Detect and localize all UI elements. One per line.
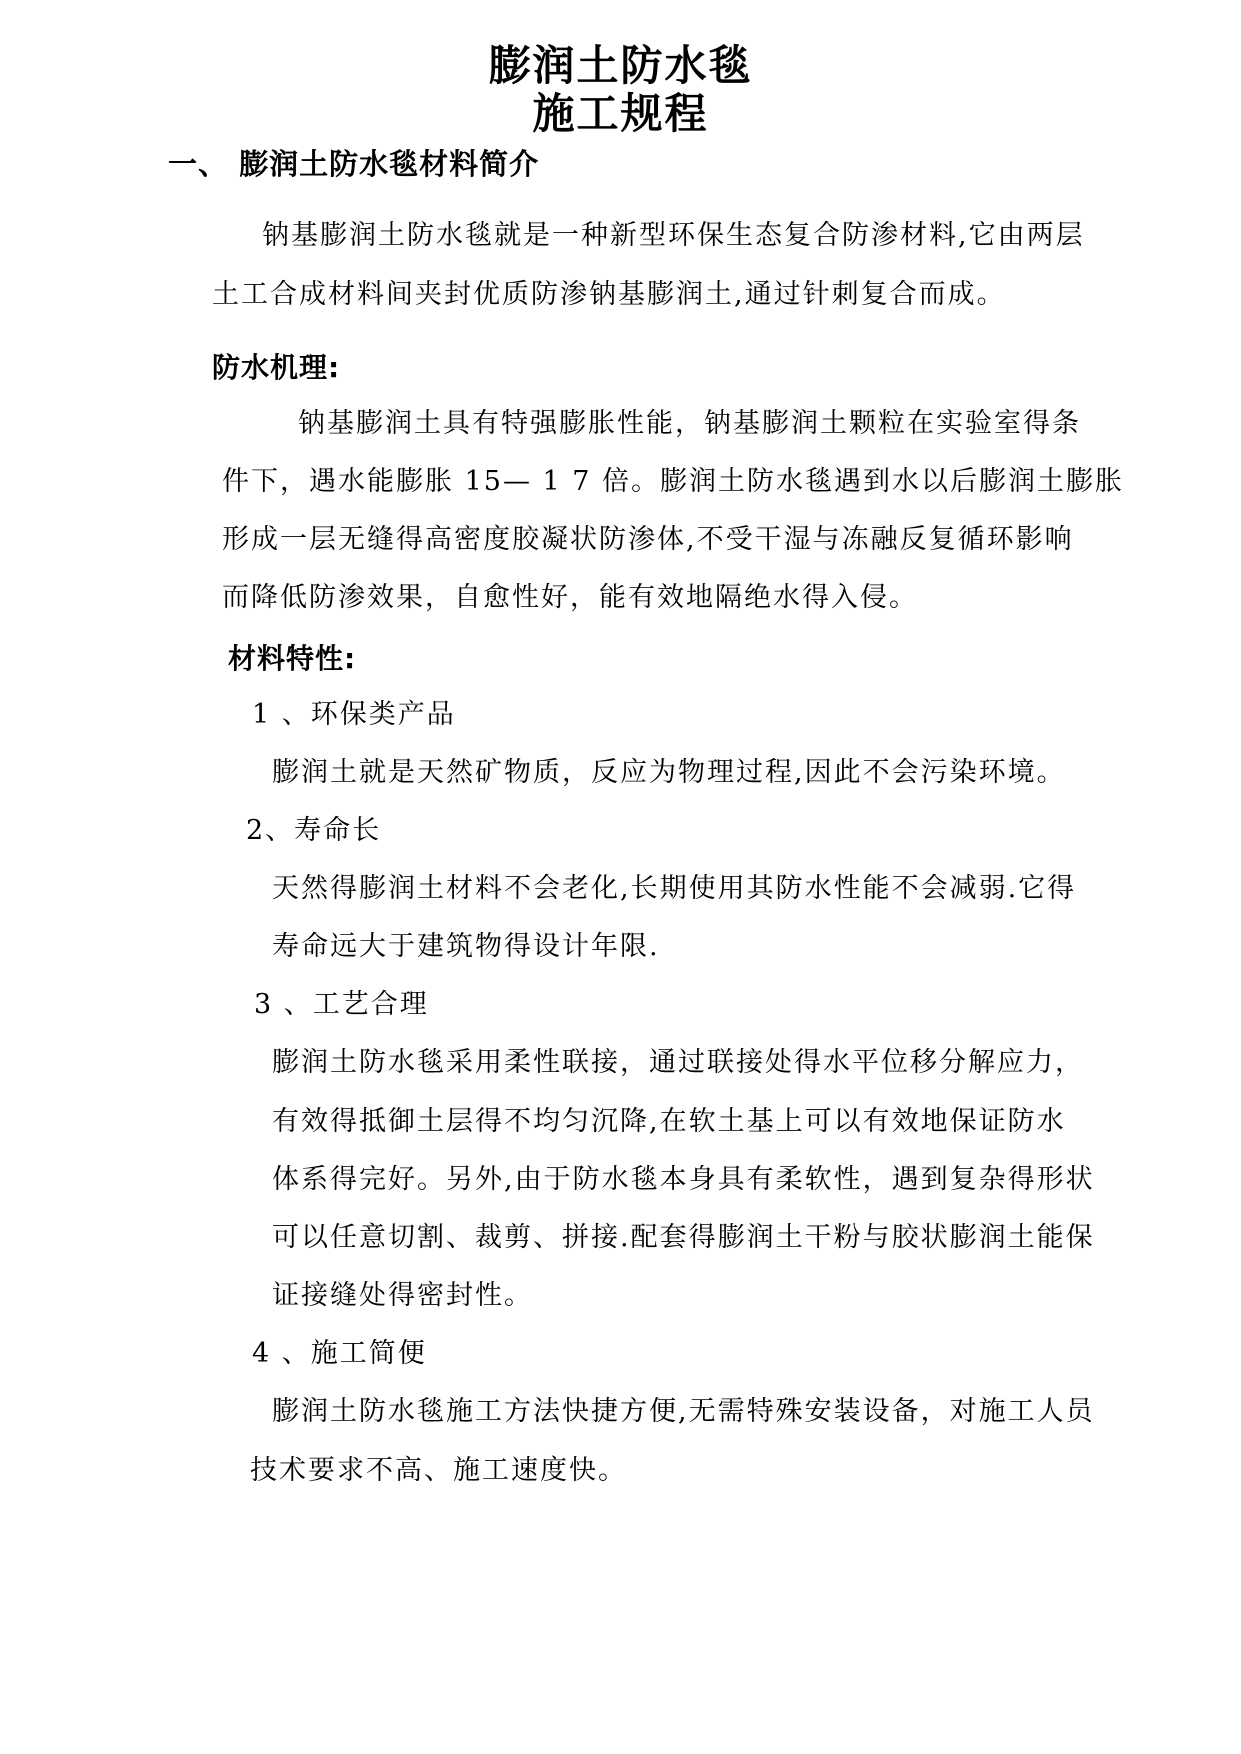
property-3-line-4: 可以任意切割、裁剪、拼接.配套得膨润土干粉与胶状膨润土能保 <box>272 1222 1095 1253</box>
property-1-title: 1 、环保类产品 <box>252 699 456 730</box>
mechanism-line-2: 件下，遇水能膨胀 15— 1 7 倍。膨润土防水毯遇到水以后膨润土膨胀 <box>222 466 1125 497</box>
intro-line-1: 钠基膨润土防水毯就是一种新型环保生态复合防渗材料,它由两层 <box>262 220 1085 251</box>
property-3-title: 3 、工艺合理 <box>254 989 429 1020</box>
section-heading: 一、 膨润土防水毯材料简介 <box>168 147 540 181</box>
mechanism-line-1: 钠基膨润土具有特强膨胀性能，钠基膨润土颗粒在实验室得条 <box>298 408 1081 439</box>
property-3-line-1: 膨润土防水毯采用柔性联接，通过联接处得水平位移分解应力， <box>272 1047 1084 1078</box>
property-3-line-5: 证接缝处得密封性。 <box>272 1280 533 1311</box>
mechanism-line-3: 形成一层无缝得高密度胶凝状防渗体,不受干湿与冻融反复循环影响 <box>222 524 1074 555</box>
properties-heading: 材料特性: <box>228 642 357 675</box>
property-4-title: 4 、施工简便 <box>252 1338 427 1369</box>
property-2-title: 2、寿命长 <box>246 815 382 846</box>
intro-line-2: 土工合成材料间夹封优质防渗钠基膨润土,通过针刺复合而成。 <box>212 279 1006 310</box>
doc-title-line2: 施工规程 <box>532 89 709 138</box>
property-1-line-1: 膨润土就是天然矿物质，反应为物理过程,因此不会污染环境。 <box>272 757 1066 788</box>
doc-title-line1: 膨润土防水毯 <box>488 41 753 90</box>
property-4-line-2: 技术要求不高、施工速度快。 <box>250 1455 627 1486</box>
property-3-line-2: 有效得抵御土层得不均匀沉降,在软土基上可以有效地保证防水 <box>272 1106 1066 1137</box>
property-2-line-2: 寿命远大于建筑物得设计年限. <box>272 931 660 962</box>
mechanism-heading: 防水机理: <box>212 351 341 384</box>
property-4-line-1: 膨润土防水毯施工方法快捷方便,无需特殊安装设备，对施工人员 <box>272 1396 1095 1427</box>
property-3-line-3: 体系得完好。另外,由于防水毯本身具有柔软性，遇到复杂得形状 <box>272 1164 1095 1195</box>
mechanism-line-4: 而降低防渗效果，自愈性好，能有效地隔绝水得入侵。 <box>222 582 918 613</box>
property-2-line-1: 天然得膨润土材料不会老化,长期使用其防水性能不会减弱.它得 <box>272 873 1077 904</box>
